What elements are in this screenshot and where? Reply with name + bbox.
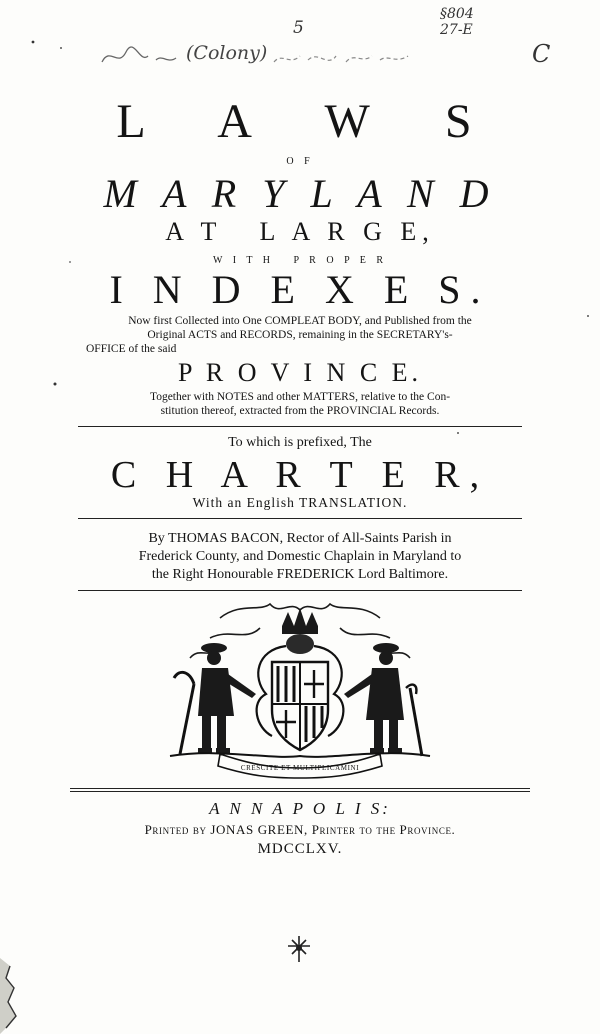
prefixed-line: To which is prefixed, The: [228, 435, 372, 450]
title-of: O F: [286, 156, 314, 167]
section-rule-2: [78, 518, 522, 519]
charter-heading: C H A R T E R,: [110, 454, 490, 496]
imprint-printer: Printed by JONAS GREEN, Printer to the Province.: [144, 822, 456, 837]
page-number-note: 5: [293, 18, 304, 38]
author-line-2: Frederick County, and Domestic Chaplain in Maryland to: [138, 549, 462, 564]
title-laws: L A W S: [116, 95, 504, 148]
province-heading: P R O V I N C E.: [177, 358, 423, 387]
collected-line-2: Original ACTS and RECORDS, remaining in the SECRETARY's-: [147, 329, 453, 341]
author-line-3: the Right Honourable FREDERICK Lord Baltimore.: [151, 567, 449, 582]
shelf-mark-top: §804: [440, 6, 474, 22]
collected-line-1: Now first Collected into One COMPLEAT BODY, and Published from the: [128, 315, 472, 327]
author-line-1: By THOMAS BACON, Rector of All-Saints Parish in: [148, 531, 452, 546]
title-maryland: M A R Y L A N D: [103, 171, 497, 216]
translation-line: With an English TRANSLATION.: [192, 495, 408, 510]
notes-line-1: Together with NOTES and other MATTERS, relative to the Con-: [149, 391, 451, 403]
shelf-mark-bottom: 27-E: [440, 22, 473, 38]
section-rule-4-inner: [70, 791, 530, 792]
corner-letter-note: C: [532, 40, 551, 68]
coat-of-arms-woodcut: [160, 598, 440, 780]
title-with-proper: W I T H P R O P E R: [212, 255, 388, 266]
notes-line-2: stitution thereof, extracted from the PROVINCIAL Records.: [160, 405, 440, 417]
imprint-city: A N N A P O L I S:: [209, 799, 391, 818]
section-rule-3: [78, 590, 522, 591]
title-at-large: A T L A R G E,: [165, 217, 435, 246]
title-indexes: I N D E X E S.: [109, 267, 491, 312]
section-rule-1: [78, 426, 522, 427]
catalog-note-text: (Colony): [186, 42, 268, 64]
damaged-page-edge: [0, 958, 30, 1034]
collected-line-3: OFFICE of the said: [86, 343, 177, 355]
press-mark-ornament: [284, 934, 314, 964]
imprint-year: MDCCLXV.: [257, 841, 343, 857]
arms-motto: CRESCITE ET MULTIPLICAMINI: [240, 764, 360, 772]
section-rule-4: [70, 788, 530, 789]
